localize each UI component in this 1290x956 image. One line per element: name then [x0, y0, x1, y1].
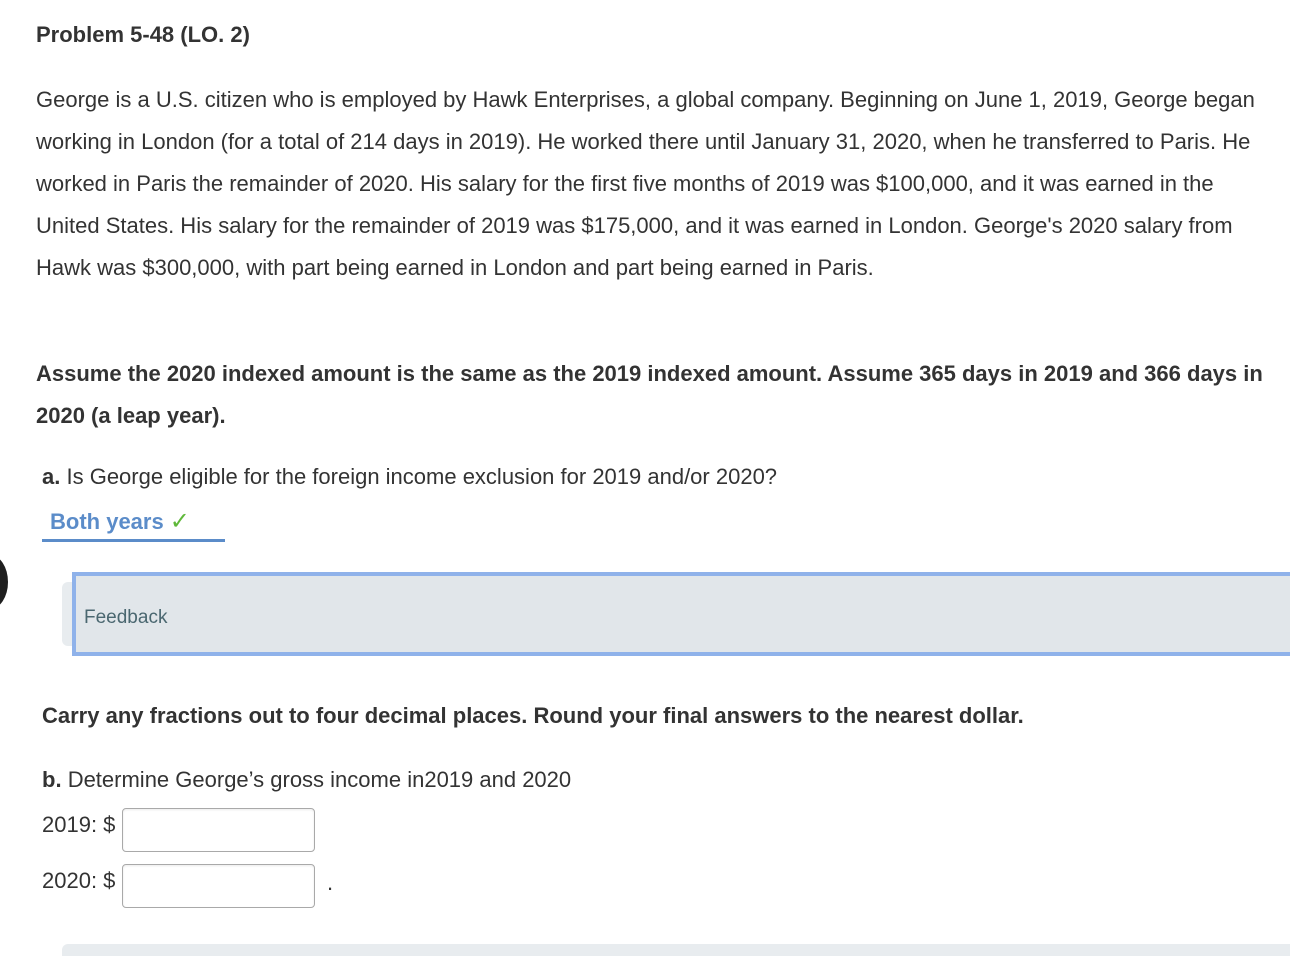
assumption-text: Assume the 2020 indexed amount is the same as the 2019 indexed amount. Assume 365 days in 2019 and 366 days in 2020 (a leap year).	[36, 361, 1263, 428]
input-2019[interactable]	[122, 808, 315, 852]
feedback-toggle[interactable]	[72, 572, 1290, 656]
edge-circle-decoration	[0, 555, 8, 609]
question-b-text: Determine George’s gross income in2019 and 2020	[67, 767, 572, 792]
question-a-text: Is George eligible for the foreign income exclusion for 2019 and/or 2020?	[66, 464, 778, 489]
question-a	[42, 464, 777, 490]
checkmark-icon: ✓	[169, 508, 190, 535]
answer-a-value: Both years	[50, 509, 164, 534]
question-a-label: a.	[42, 464, 61, 489]
problem-text: George is a U.S. citizen who is employed by Hawk Enterprises, a global company. Beginning on June 1, 2019, George began working in London (for a total of 214 days in 2019). He worked there until January 31, 2020, when he transferred to Paris. He worked in Paris the remainder of 2020. His salary for the first five months of 2019 was $100,000, and it was earned in the United States. His salary for the remainder of 2019 was $175,000, and it was earned in London. George's 2020 salary from Hawk was $300,000, with part being earned in London and part being earned in Paris.	[36, 87, 1255, 280]
trailing-period: .	[327, 870, 334, 895]
next-feedback-box-edge	[62, 944, 1290, 956]
label-2019: 2019: $	[42, 812, 116, 837]
label-2020: 2020: $	[42, 868, 116, 893]
instruction-text: Carry any fractions out to four decimal places. Round your final answers to the nearest dollar.	[42, 703, 1024, 728]
problem-title: Problem 5-48 (LO. 2)	[36, 22, 250, 47]
answer-a-dropdown[interactable]	[42, 504, 225, 542]
question-b	[42, 767, 571, 793]
input-2020[interactable]	[122, 864, 315, 908]
feedback-label: Feedback	[84, 607, 168, 628]
question-b-label: b.	[42, 767, 62, 792]
